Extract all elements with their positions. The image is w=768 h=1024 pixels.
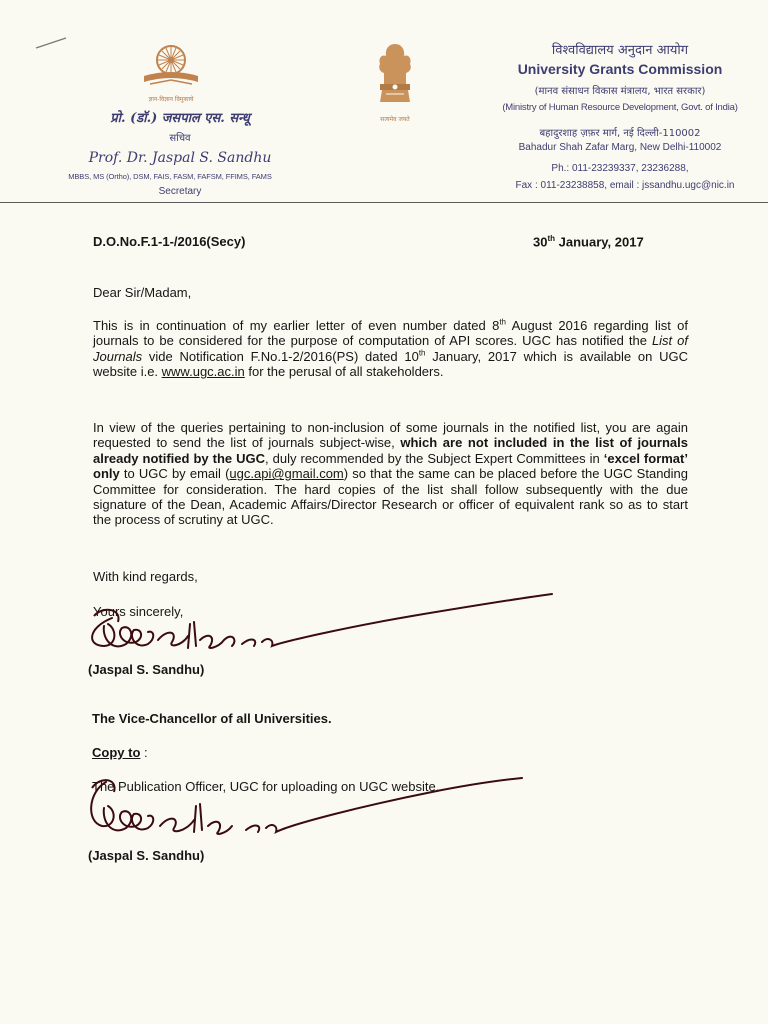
state-emblem-caption: सत्यमेव जयते <box>380 116 410 123</box>
paragraph-2 <box>93 420 688 528</box>
header-divider <box>0 202 768 203</box>
reference-number: D.O.No.F.1-1-/2016(Secy) <box>93 234 246 249</box>
api-email-link[interactable]: ugc.api@gmail.com <box>229 466 344 482</box>
para2-text: ) so that the same can be placed before the UGC Standing Committee for consideration. The hard copies of the list shall follow subsequently with the due signature of the Dean, Academic Affairs/Director Research or officer of equivalent rank so as to start the process of scrutiny at UGC. <box>93 466 689 528</box>
ugc-emblem-logo <box>136 40 206 103</box>
para2-text: , duly recommended by the Subject Expert Committees in <box>265 450 604 466</box>
ugc-emblem-caption: ज्ञान-विज्ञान विमुक्तये <box>148 96 194 103</box>
state-emblem-logo <box>370 40 420 123</box>
para1-text: This is in continuation of my earlier letter of even number dated 8 <box>93 318 500 333</box>
copy-to-label: Copy to <box>92 745 141 760</box>
secretary-name: Prof. Dr. Jaspal S. Sandhu <box>88 150 272 166</box>
para1-text: August 2016 regarding list of journals to be considered for the purpose of computation of API scores. UGC has notified the <box>93 318 689 349</box>
secretary-designation: Secretary <box>158 186 202 197</box>
para1-sup: th <box>499 317 506 327</box>
closing: With kind regards, <box>93 569 198 584</box>
copy-to-heading <box>92 745 148 760</box>
paragraph-1 <box>93 318 688 380</box>
para1-text: for the perusal of all stakeholders. <box>244 364 444 380</box>
secretary-name-hindi: प्रो. (डॉ.) जसपाल एस. सन्धू <box>110 111 250 126</box>
date-day: 30 <box>533 234 548 250</box>
yours-sincerely: Yours sincerely, <box>93 604 184 619</box>
date-rest: January, 2017 <box>555 234 644 250</box>
para1-text: January, 2017 which is available on UGC website i.e. <box>93 348 688 380</box>
ministry: (Ministry of Human Resource Development, Govt. of India) <box>502 102 738 113</box>
para1-sup: th <box>418 348 426 358</box>
signatory-name: (Jaspal S. Sandhu) <box>88 662 205 677</box>
copy-to-colon: : <box>140 745 148 760</box>
ministry-hindi: (मानव संसाधन विकास मंत्रालय, भारत सरकार) <box>534 86 706 97</box>
para1-text: vide Notification F.No.1-2/2016(PS) dated 10 <box>142 348 419 364</box>
ugc-title-hindi: विश्वविद्यालय अनुदान आयोग <box>551 43 689 58</box>
signatory-name-2: (Jaspal S. Sandhu) <box>88 848 205 863</box>
ugc-website-link[interactable]: www.ugc.ac.in <box>161 364 245 380</box>
secretary-designation-hindi: सचिव <box>169 133 191 144</box>
salutation: Dear Sir/Madam, <box>93 285 192 300</box>
para2-bold-text: which are not included in the list of journals already notified by the UGC <box>93 435 689 466</box>
addressee: The Vice-Chancellor of all Universities. <box>92 711 332 726</box>
signature-1 <box>82 588 557 666</box>
para2-text: to UGC by email ( <box>119 466 230 482</box>
fax-email: Fax : 011-23238858, email : jssandhu.ugc@nic.in <box>515 180 735 191</box>
ugc-title: University Grants Commission <box>517 61 723 77</box>
phone-numbers: Ph.: 011-23239337, 23236288, <box>551 163 689 174</box>
pen-stroke-mark <box>34 36 68 50</box>
address: Bahadur Shah Zafar Marg, New Delhi-110002 <box>518 142 722 153</box>
letter-date <box>533 234 644 249</box>
excel-format-note: ‘excel format’ only <box>93 450 688 482</box>
date-suffix: th <box>547 234 556 243</box>
list-of-journals-title: List of Journals <box>93 333 688 364</box>
para2-text: In view of the queries pertaining to non-inclusion of some journals in the notified list, you are again requested to send the list of journals subject-wise, <box>93 420 688 451</box>
address-hindi: बहादुरशाह ज़फ़र मार्ग, नई दिल्ली-110002 <box>539 128 701 139</box>
signature-2 <box>82 770 532 852</box>
copy-to-recipient: The Publication Officer, UGC for uploading on UGC website. <box>92 779 440 794</box>
secretary-degrees: MBBS, MS (Ortho), DSM, FAIS, FASM, FAFSM, FFIMS, FAMS <box>68 172 272 181</box>
